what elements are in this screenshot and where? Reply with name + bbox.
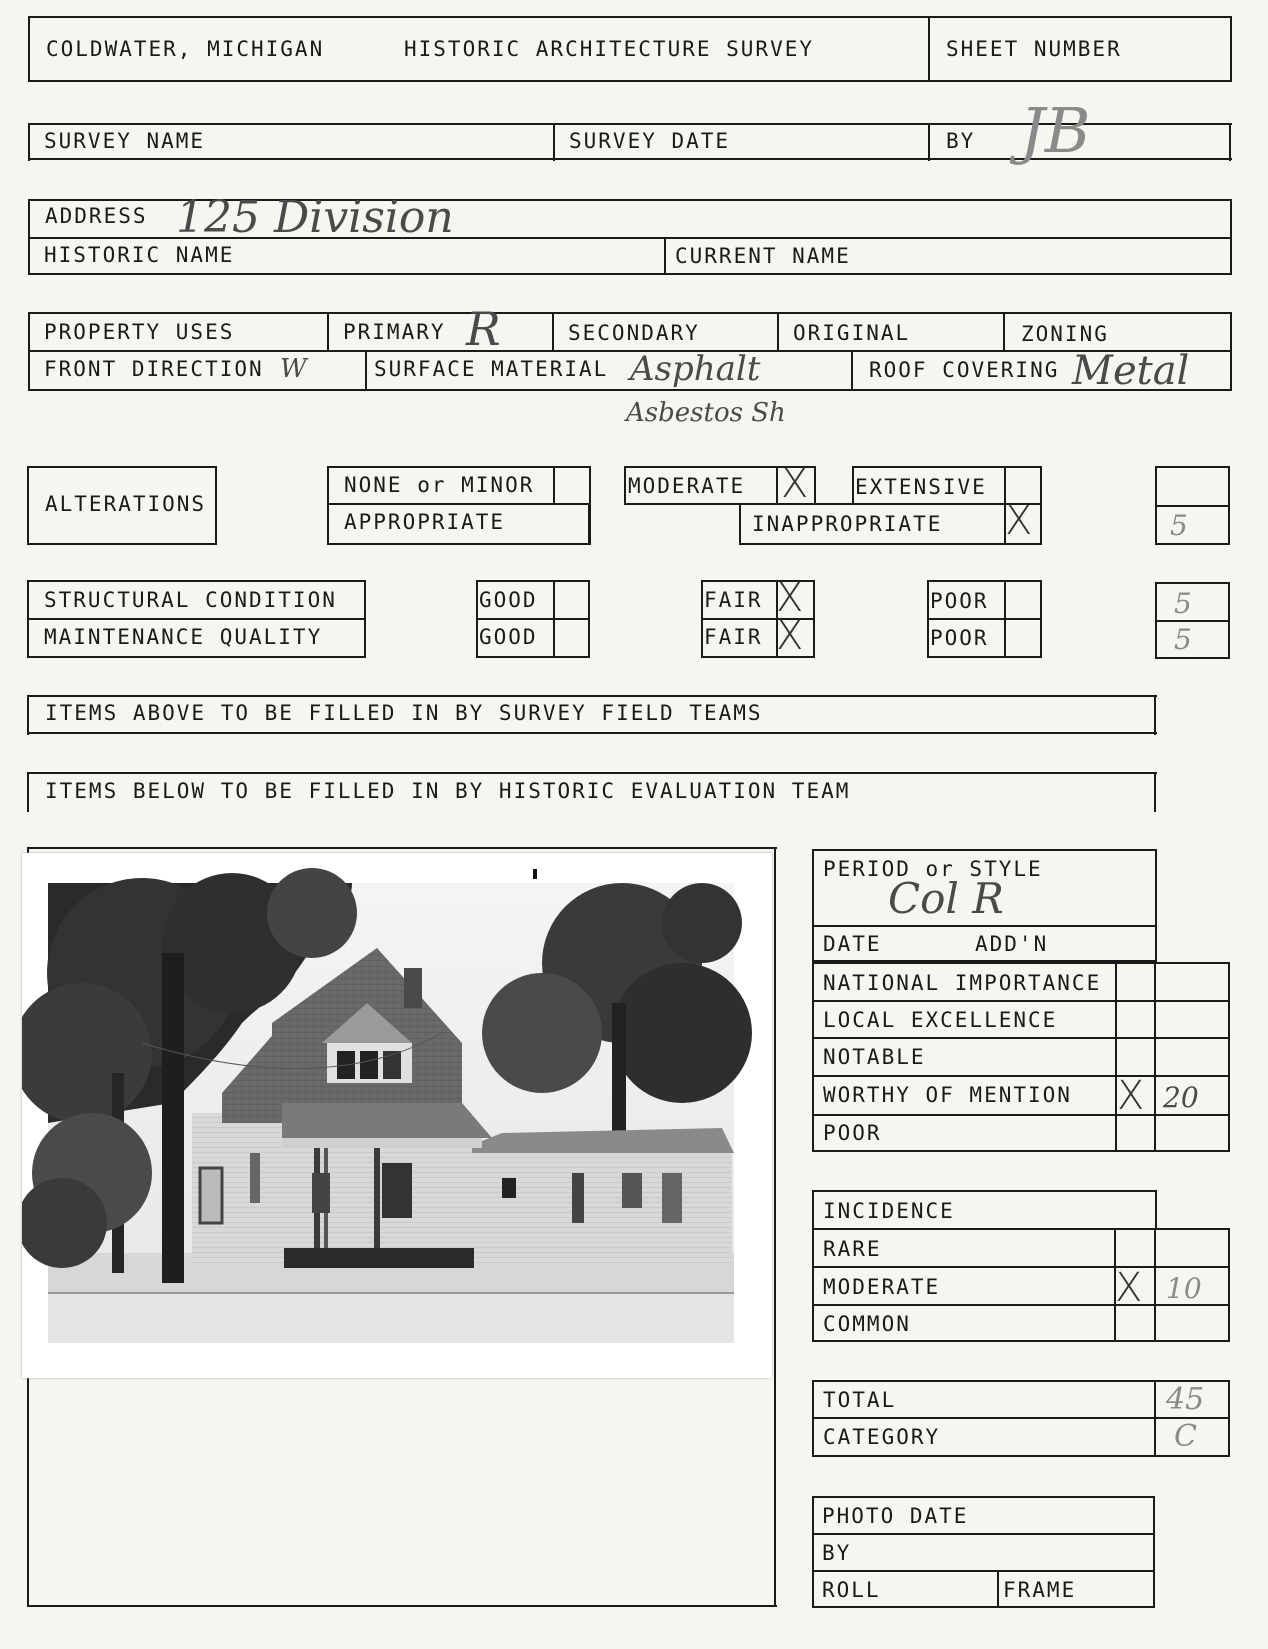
appropriate-check <box>588 503 590 545</box>
roll-label: ROLL <box>822 1578 881 1602</box>
none-minor-label: NONE or MINOR <box>344 473 535 497</box>
survey-left-line <box>28 123 30 161</box>
period-style-value: Col R <box>888 874 1004 923</box>
maintenance-fair-mark: X <box>776 613 804 659</box>
roof-covering-label: ROOF COVERING <box>869 358 1060 382</box>
total-value: 45 <box>1166 1382 1205 1417</box>
rare-label: RARE <box>823 1237 882 1261</box>
alterations-label: ALTERATIONS <box>45 492 207 516</box>
photo-date-label: PHOTO DATE <box>822 1504 969 1528</box>
moderate-label: MODERATE <box>628 474 746 498</box>
appropriate-label: APPROPRIATE <box>344 510 506 534</box>
above-left <box>27 695 29 735</box>
alterations-score: 5 <box>1170 509 1188 542</box>
surface-material-label: SURFACE MATERIAL <box>374 357 609 381</box>
maintenance-good-label: GOOD <box>479 625 538 649</box>
local-excellence-label: LOCAL EXCELLENCE <box>823 1008 1058 1032</box>
addn-label: ADD'N <box>975 932 1049 956</box>
moderate-check <box>776 466 778 505</box>
worthy-of-mention-label: WORTHY OF MENTION <box>823 1083 1072 1107</box>
category-value: C <box>1174 1419 1197 1454</box>
extensive-label: EXTENSIVE <box>855 475 987 499</box>
period-mid <box>812 925 1157 927</box>
incidence-row-1 <box>812 1266 1230 1268</box>
property-div-1 <box>327 312 329 350</box>
historic-name-label: HISTORIC NAME <box>44 243 235 267</box>
primary-label: PRIMARY <box>343 320 446 344</box>
importance-row-1 <box>812 1000 1230 1002</box>
poor-check-line <box>1004 580 1006 658</box>
original-label: ORIGINAL <box>793 321 911 345</box>
importance-row-4 <box>812 1114 1230 1116</box>
property-div-3 <box>777 312 779 350</box>
moderate-incidence-mark: X <box>1115 1265 1143 1311</box>
property-uses-label: PROPERTY USES <box>44 320 235 344</box>
importance-col-1 <box>1115 962 1117 1152</box>
sheet-number-label: SHEET NUMBER <box>946 37 1122 61</box>
above-bottom <box>27 732 1157 734</box>
front-direction-value: W <box>280 354 307 384</box>
notable-label: NOTABLE <box>823 1045 926 1069</box>
national-importance-label: NATIONAL IMPORTANCE <box>823 971 1102 995</box>
inappropriate-label: INAPPROPRIATE <box>752 512 943 536</box>
total-col <box>1154 1380 1156 1457</box>
survey-divider-1 <box>553 123 555 161</box>
importance-row-2 <box>812 1037 1230 1039</box>
primary-value: R <box>466 302 501 356</box>
incidence-col-2 <box>1154 1228 1156 1342</box>
period-style-label: PERIOD or STYLE <box>823 857 1043 881</box>
importance-row-3 <box>812 1075 1230 1077</box>
survey-divider-2 <box>928 123 930 161</box>
maintenance-quality-label: MAINTENANCE QUALITY <box>44 625 323 649</box>
none-minor-check <box>553 466 555 503</box>
survey-date-label: SURVEY DATE <box>569 129 731 153</box>
structural-poor-label: POOR <box>930 589 989 613</box>
good-check-line <box>553 580 555 658</box>
property-div-6 <box>851 350 853 391</box>
moderate-mark: X <box>781 461 809 507</box>
condition-score-mid <box>1155 620 1230 622</box>
worthy-of-mention-mark: X <box>1117 1073 1145 1119</box>
inappropriate-mark: X <box>1005 498 1033 544</box>
structural-condition-label: STRUCTURAL CONDITION <box>44 588 337 612</box>
frame-label: FRAME <box>1003 1578 1077 1602</box>
photo-frame-top <box>27 847 777 849</box>
current-name-label: CURRENT NAME <box>675 244 851 268</box>
property-div-2 <box>552 312 554 350</box>
surveyor-initials: JB <box>1020 94 1091 167</box>
photo-date-mid-1 <box>812 1533 1155 1535</box>
alt-mid-1 <box>327 503 591 505</box>
poor-importance-label: POOR <box>823 1121 882 1145</box>
good-mid <box>476 618 590 620</box>
ink-dot <box>533 869 537 879</box>
below-top <box>27 772 1157 774</box>
address-value: 125 Division <box>176 192 454 243</box>
form-title: HISTORIC ARCHITECTURE SURVEY <box>404 37 815 61</box>
below-right <box>1154 772 1156 812</box>
property-div-5 <box>365 350 367 391</box>
survey-by-label: BY <box>946 129 976 153</box>
above-note: ITEMS ABOVE TO BE FILLED IN BY SURVEY FIELD TEAMS <box>45 701 763 725</box>
importance-col-2 <box>1154 962 1156 1152</box>
structural-good-label: GOOD <box>479 588 538 612</box>
structural-fair-mark: X <box>776 575 804 621</box>
structural-fair-label: FAIR <box>704 588 763 612</box>
photo-date-mid-2 <box>812 1570 1155 1572</box>
category-label: CATEGORY <box>823 1425 941 1449</box>
photo-frame-bottom <box>27 1605 777 1607</box>
above-right <box>1154 695 1156 735</box>
house-photo-image <box>22 853 772 1378</box>
maintenance-poor-label: POOR <box>930 626 989 650</box>
front-direction-label: FRONT DIRECTION <box>44 357 264 381</box>
maintenance-score: 5 <box>1174 623 1192 656</box>
incidence-label: INCIDENCE <box>823 1199 955 1223</box>
total-mid <box>812 1417 1230 1419</box>
roof-covering-value: Metal <box>1072 348 1190 394</box>
survey-right-line <box>1229 123 1231 161</box>
below-note: ITEMS BELOW TO BE FILLED IN BY HISTORIC EVALUATION TEAM <box>45 779 851 803</box>
above-top <box>27 695 1157 697</box>
maintenance-fair-label: FAIR <box>704 625 763 649</box>
surface-material-value-2: Asbestos Sh <box>626 398 786 428</box>
survey-name-label: SURVEY NAME <box>44 129 206 153</box>
roll-frame-divider <box>997 1570 999 1608</box>
alterations-score-mid <box>1155 505 1230 507</box>
location-label: COLDWATER, MICHIGAN <box>46 37 325 61</box>
address-label: ADDRESS <box>45 204 148 228</box>
house-photograph <box>22 853 772 1378</box>
photo-frame-right <box>774 847 776 1607</box>
worthy-of-mention-score: 20 <box>1163 1081 1199 1114</box>
surface-material-value: Asphalt <box>630 349 761 389</box>
zoning-label: ZONING <box>1021 322 1109 346</box>
total-label: TOTAL <box>823 1388 897 1412</box>
condition-label-mid <box>27 618 366 620</box>
moderate-incidence-label: MODERATE <box>823 1275 941 1299</box>
moderate-incidence-score: 10 <box>1166 1272 1202 1305</box>
property-div-4 <box>1003 312 1005 350</box>
structural-score: 5 <box>1174 587 1192 620</box>
common-label: COMMON <box>823 1312 911 1336</box>
names-divider <box>664 237 666 275</box>
date-label: DATE <box>823 932 882 956</box>
secondary-label: SECONDARY <box>568 321 700 345</box>
below-left <box>27 772 29 812</box>
photo-by-label: BY <box>822 1541 852 1565</box>
header-divider <box>928 16 930 82</box>
poor-mid <box>927 618 1042 620</box>
